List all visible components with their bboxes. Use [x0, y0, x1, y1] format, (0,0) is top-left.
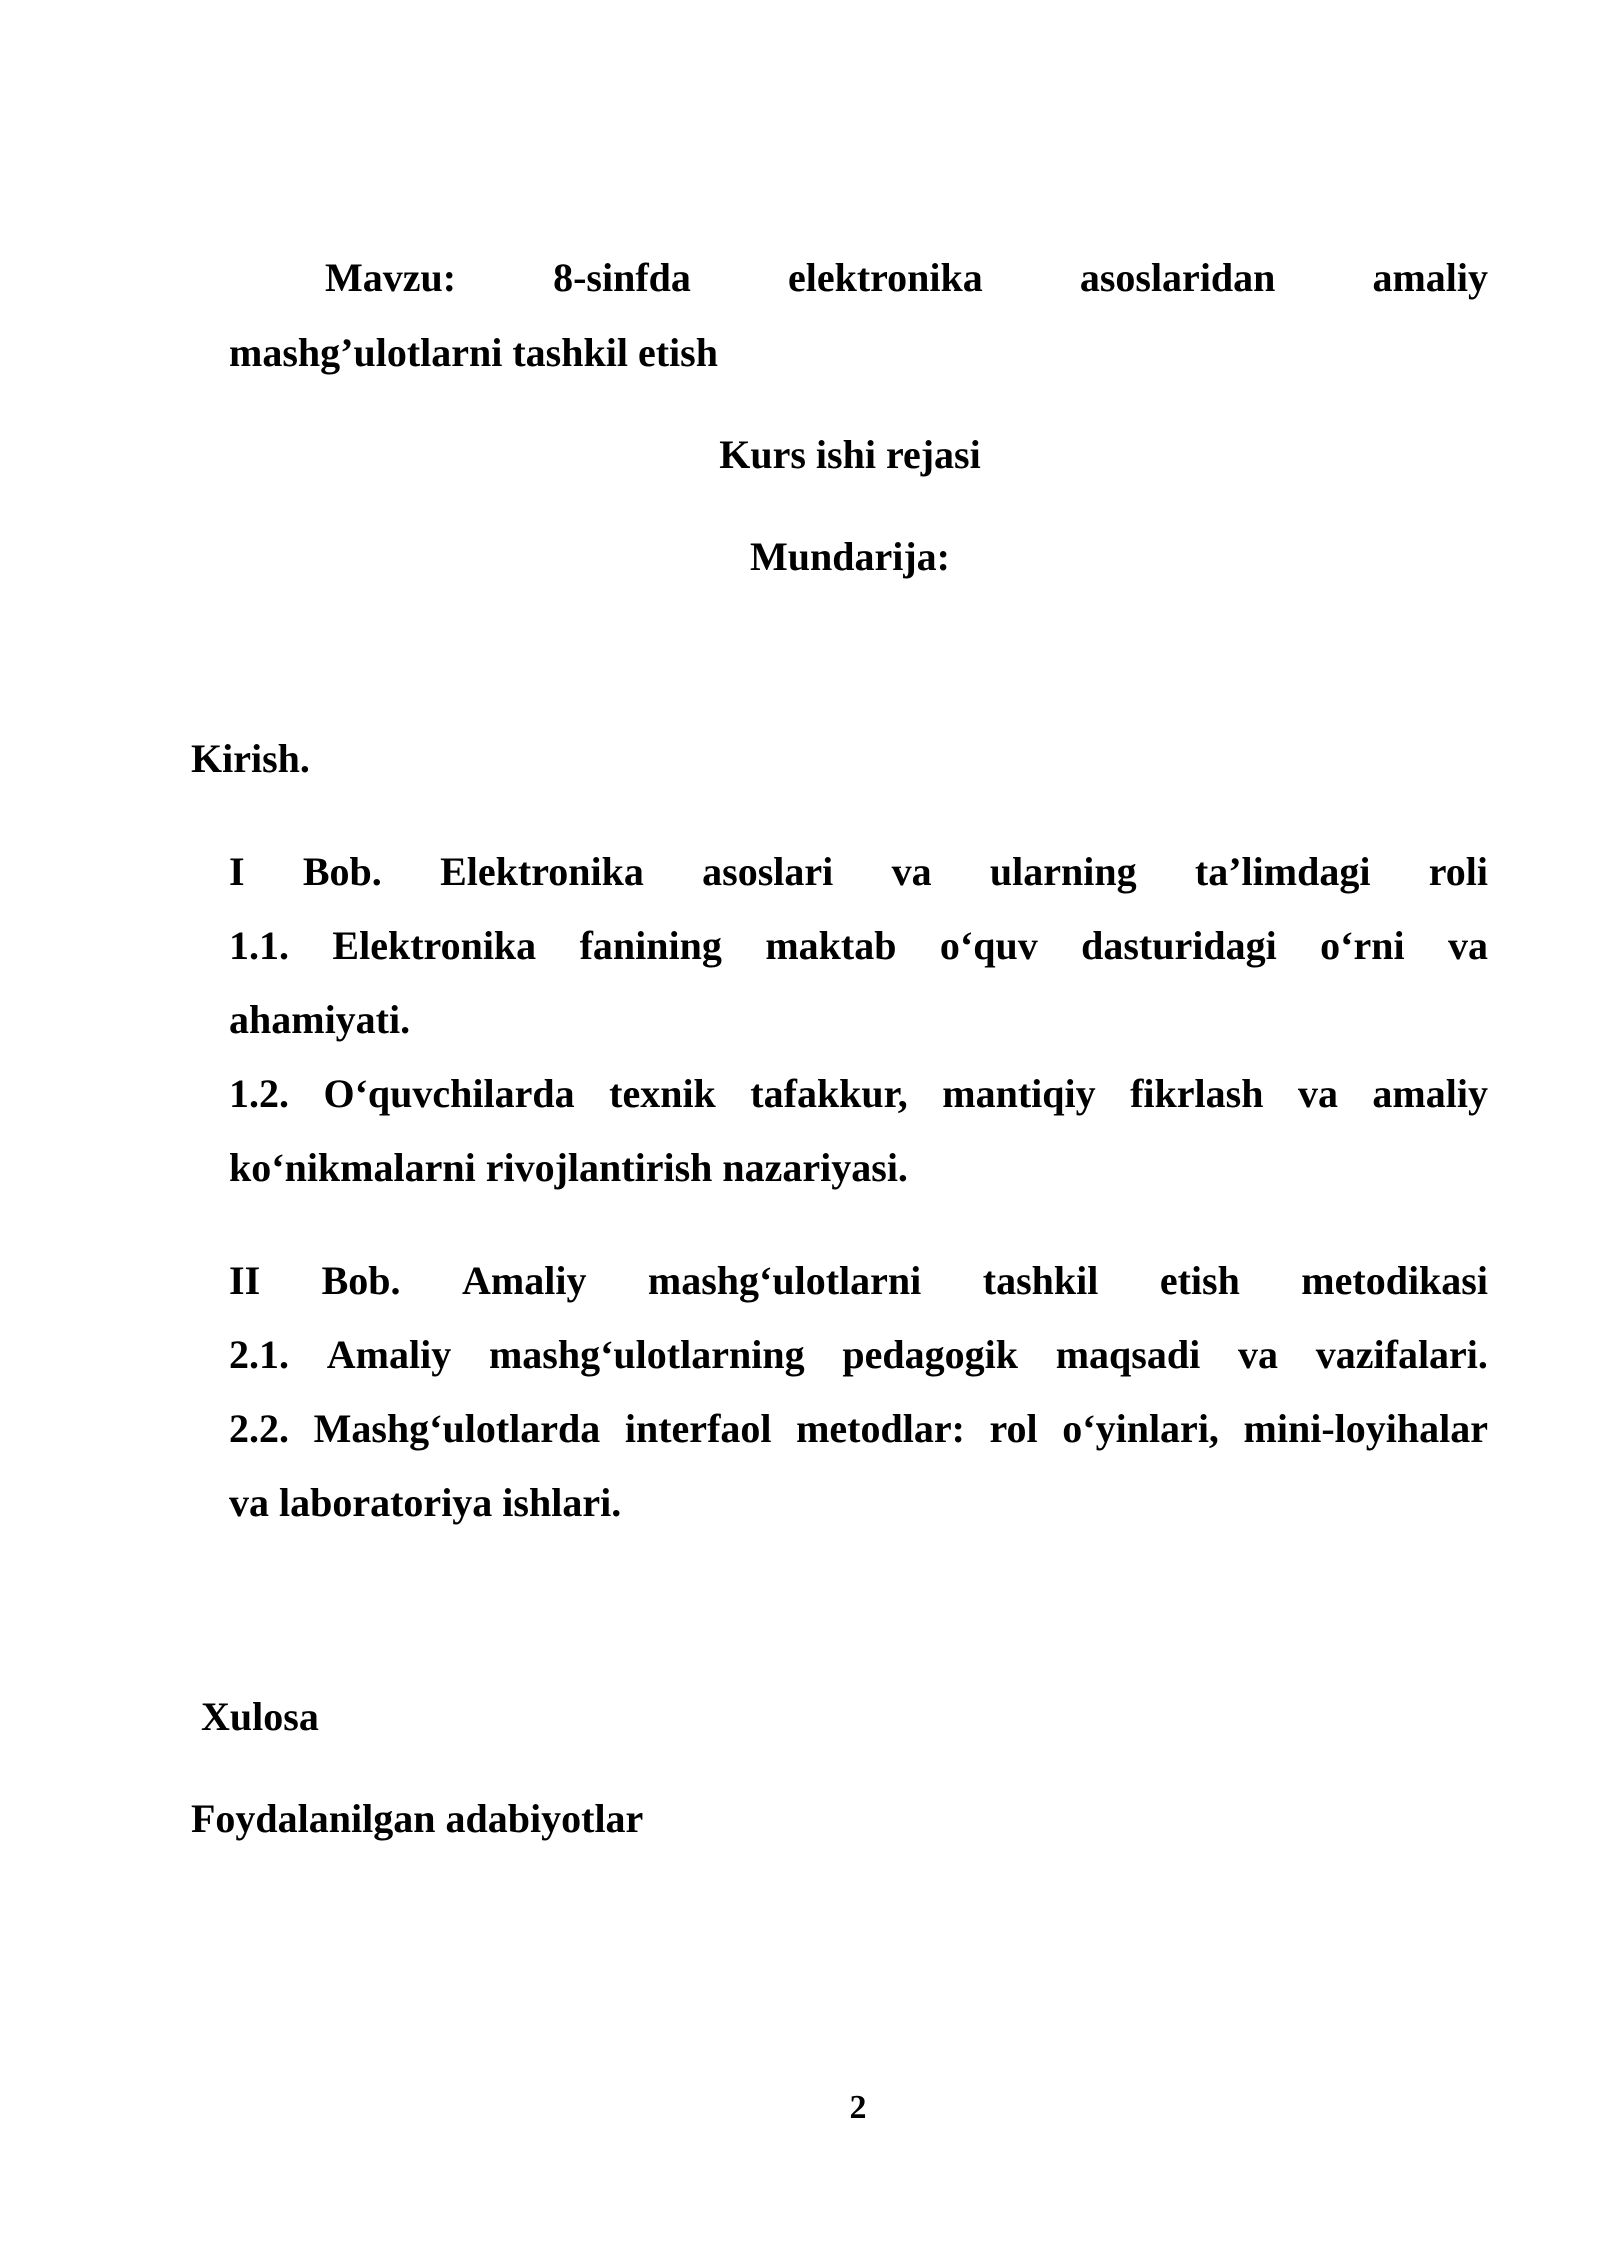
heading-word: Bob. [321, 1258, 401, 1303]
section-word: mini-loyihalar [1243, 1406, 1488, 1451]
section-word: va [1448, 923, 1488, 968]
section-1-2-line-2: ko‘nikmalarni rivojlantirish nazariyasi. [229, 1145, 908, 1190]
section-word: O‘quvchilarda [323, 1071, 575, 1116]
heading-word: mashg‘ulotlarni [647, 1258, 922, 1303]
section-word: 2.2. [229, 1406, 289, 1451]
section-word: amaliy [1372, 1071, 1488, 1116]
section-1-1-line-1 [229, 922, 1488, 970]
heading-word: va [891, 849, 932, 894]
section-word: Amaliy [326, 1332, 452, 1377]
section-word: 2.1. [229, 1332, 289, 1377]
section-word: o‘yinlari, [1062, 1406, 1219, 1451]
toc-conclusion: Xulosa [201, 1694, 319, 1739]
heading-word: Elektronika [440, 849, 644, 894]
section-2-1 [229, 1331, 1488, 1379]
chapter-1-heading [229, 848, 1488, 896]
section-2-2-line-2: va laboratoriya ishlari. [229, 1480, 622, 1525]
section-word: Mashg‘ulotlarda [313, 1406, 601, 1451]
topic-word: amaliy [1372, 255, 1488, 300]
section-word: 1.2. [229, 1071, 289, 1116]
plan-title: Kurs ishi rejasi [719, 432, 981, 477]
topic-word: Mavzu: [325, 255, 457, 300]
section-word: pedagogik [842, 1332, 1018, 1377]
heading-word: II [229, 1258, 261, 1303]
section-word: o‘rni [1320, 923, 1405, 968]
heading-word: I [229, 849, 245, 894]
section-word: metodlar: [796, 1406, 965, 1451]
section-word: o‘quv [939, 923, 1038, 968]
section-word: va [1297, 1071, 1338, 1116]
section-word: fikrlash [1130, 1071, 1264, 1116]
heading-word: Amaliy [462, 1258, 587, 1303]
section-word: maqsadi [1055, 1332, 1201, 1377]
section-word: maktab [765, 923, 897, 968]
section-word: mashg‘ulotlarning [488, 1332, 805, 1377]
section-word: rol [989, 1406, 1038, 1451]
page-number: 2 [849, 2089, 867, 2126]
heading-word: metodikasi [1301, 1258, 1488, 1303]
topic-word: elektronika [787, 255, 983, 300]
contents-title: Mundarija: [750, 534, 950, 579]
heading-word: ta’limdagi [1194, 849, 1371, 894]
heading-word: tashkil [982, 1258, 1099, 1303]
section-word: fanining [579, 923, 722, 968]
heading-word: etish [1159, 1258, 1240, 1303]
topic-line-2: mashg’ulotlarni tashkil etish [229, 330, 718, 375]
topic-word: asoslaridan [1079, 255, 1276, 300]
section-word: tafakkur, [750, 1071, 908, 1116]
section-1-2-line-1 [229, 1070, 1488, 1118]
section-word: dasturidagi [1081, 923, 1277, 968]
topic-line-1 [325, 254, 1488, 302]
section-word: vazifalari. [1315, 1332, 1488, 1377]
topic-word: 8-sinfda [553, 255, 691, 300]
section-word: mantiqiy [942, 1071, 1096, 1116]
section-word: texnik [609, 1071, 716, 1116]
section-word: interfaol [624, 1406, 772, 1451]
heading-word: Bob. [302, 849, 382, 894]
section-word: va [1237, 1332, 1278, 1377]
section-2-2-line-1 [229, 1405, 1488, 1453]
toc-references: Foydalanilgan adabiyotlar [191, 1796, 644, 1841]
section-1-1-line-2: ahamiyati. [229, 997, 411, 1042]
heading-word: roli [1428, 849, 1488, 894]
toc-intro: Kirish. [191, 736, 310, 781]
section-word: 1.1. [229, 923, 289, 968]
section-word: Elektronika [332, 923, 537, 968]
chapter-2-heading [229, 1257, 1488, 1305]
heading-word: asoslari [702, 849, 834, 894]
heading-word: ularning [989, 849, 1137, 894]
